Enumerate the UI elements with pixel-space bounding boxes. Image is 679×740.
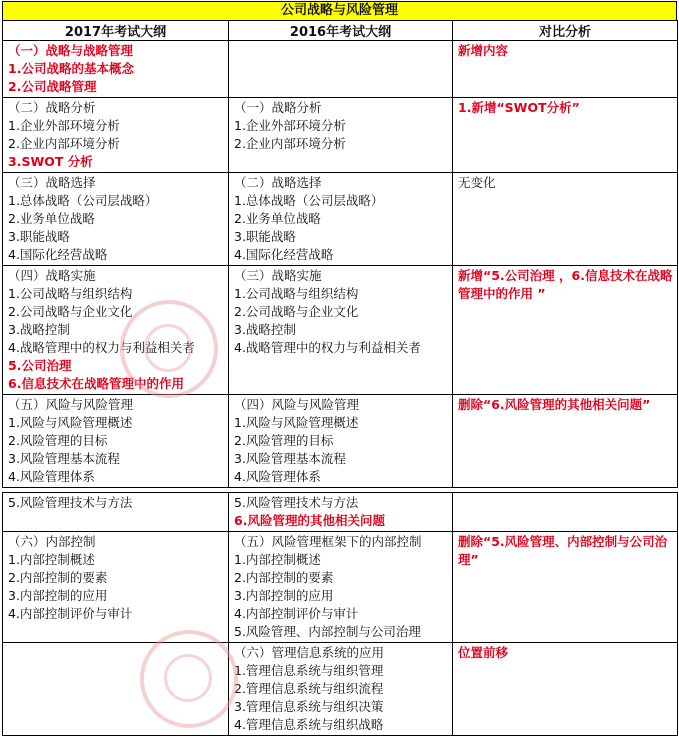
cell-line: 3.内部控制的应用 xyxy=(8,588,108,603)
table-row xyxy=(3,532,678,643)
cell-line: （二）战略分析 xyxy=(8,100,96,115)
table-row xyxy=(3,493,678,532)
cell-line: 2.业务单位战略 xyxy=(8,211,95,226)
table-body xyxy=(3,41,678,736)
cell-line: 4.战略管理中的权力与利益相关者 xyxy=(8,340,195,355)
col-analysis-cell xyxy=(453,395,678,488)
cell-line: 2.内部控制的要素 xyxy=(8,570,108,585)
cell-line: 2.公司战略管理 xyxy=(8,79,97,94)
col-2016-cell xyxy=(229,532,453,643)
cell-line: 4.风险管理体系 xyxy=(8,469,95,484)
col-2016-cell xyxy=(229,395,453,488)
cell-line: 无变化 xyxy=(458,175,496,190)
cell-line: （三）战略实施 xyxy=(234,268,322,283)
cell-line: 1.内部控制概述 xyxy=(8,552,95,567)
header-analysis: 对比分析 xyxy=(453,21,678,41)
cell-line: 1.总体战略（公司层战略） xyxy=(8,193,158,208)
cell-line: 3.战略控制 xyxy=(8,322,70,337)
cell-line: 3.战略控制 xyxy=(234,322,296,337)
cell-line: （二）战略选择 xyxy=(234,175,322,190)
col-2017-cell xyxy=(3,532,229,643)
cell-line: 1.管理信息系统与组织管理 xyxy=(234,663,384,678)
cell-line: 2.公司战略与企业文化 xyxy=(8,304,133,319)
cell-line: 3.职能战略 xyxy=(234,229,296,244)
col-2017-cell xyxy=(3,266,229,395)
header-2016: 2016年考试大纲 xyxy=(229,21,453,41)
cell-line: 4.国际化经营战略 xyxy=(8,247,108,262)
cell-line: 1.企业外部环境分析 xyxy=(234,118,346,133)
cell-line: （四）风险与风险管理 xyxy=(234,397,360,412)
table-row xyxy=(3,643,678,736)
cell-line: 1.总体战略（公司层战略） xyxy=(234,193,384,208)
col-2017-cell xyxy=(3,395,229,488)
col-analysis-cell xyxy=(453,643,678,736)
comparison-table xyxy=(2,20,678,736)
cell-line: 2.公司战略与企业文化 xyxy=(234,304,359,319)
cell-line: 4.管理信息系统与组织战略 xyxy=(234,717,384,732)
table-row xyxy=(3,98,678,173)
cell-line: 4.战略管理中的权力与利益相关者 xyxy=(234,340,421,355)
cell-line: 4.内部控制评价与审计 xyxy=(234,606,359,621)
cell-line: 1.内部控制概述 xyxy=(234,552,321,567)
header-row xyxy=(3,21,678,41)
table-row xyxy=(3,41,678,98)
cell-line: （五）风险与风险管理 xyxy=(8,397,134,412)
sheet-title: 公司战略与风险管理 xyxy=(2,1,677,20)
cell-line: 5.风险管理技术与方法 xyxy=(234,495,359,510)
cell-line: 1.新增“SWOT分析” xyxy=(458,100,580,115)
col-2016-cell xyxy=(229,98,453,173)
col-2017-cell xyxy=(3,41,229,98)
cell-line: 4.风险管理体系 xyxy=(234,469,321,484)
cell-line: 位置前移 xyxy=(458,645,509,660)
cell-line: 删除“5.风险管理、内部控制与公司治理” xyxy=(458,534,668,567)
cell-line: 删除“6.风险管理的其他相关问题” xyxy=(458,397,651,412)
cell-line: 3.风险管理基本流程 xyxy=(8,451,120,466)
cell-line: （五）风险管理框架下的内部控制 xyxy=(234,534,422,549)
cell-line: 2.内部控制的要素 xyxy=(234,570,334,585)
col-analysis-cell xyxy=(453,266,678,395)
cell-line: 新增“5.公司治理 ，6.信息技术在战略管理中的作用 ” xyxy=(458,268,673,301)
cell-line: 5.风险管理技术与方法 xyxy=(8,495,133,510)
cell-line: 3.内部控制的应用 xyxy=(234,588,334,603)
col-2016-cell xyxy=(229,266,453,395)
cell-line: （四）战略实施 xyxy=(8,268,96,283)
cell-line: 2.管理信息系统与组织流程 xyxy=(234,681,384,696)
cell-line: 6.风险管理的其他相关问题 xyxy=(234,513,385,528)
table-row xyxy=(3,266,678,395)
cell-line: 5.风险管理、内部控制与公司治理 xyxy=(234,624,421,639)
cell-line: 4.内部控制评价与审计 xyxy=(8,606,133,621)
syllabus-comparison-sheet xyxy=(2,1,677,736)
cell-line: 2.风险管理的目标 xyxy=(234,433,334,448)
col-analysis-cell xyxy=(453,532,678,643)
cell-line: 4.国际化经营战略 xyxy=(234,247,334,262)
cell-line: 1.公司战略的基本概念 xyxy=(8,61,134,76)
col-2017-cell xyxy=(3,173,229,266)
cell-line: 2.企业内部环境分析 xyxy=(8,136,120,151)
cell-line: 5.公司治理 xyxy=(8,358,72,373)
cell-line: （三）战略选择 xyxy=(8,175,96,190)
cell-line: 6.信息技术在战略管理中的作用 xyxy=(8,376,184,391)
cell-line: 2.风险管理的目标 xyxy=(8,433,108,448)
cell-line: 1.公司战略与组织结构 xyxy=(8,286,133,301)
header-2017: 2017年考试大纲 xyxy=(3,21,229,41)
cell-line: 1.企业外部环境分析 xyxy=(8,118,120,133)
col-2017-cell xyxy=(3,98,229,173)
col-2016-cell xyxy=(229,493,453,532)
col-2016-cell xyxy=(229,643,453,736)
cell-line: （一）战略分析 xyxy=(234,100,322,115)
cell-line: 2.业务单位战略 xyxy=(234,211,321,226)
table-row xyxy=(3,395,678,488)
cell-line: 3.职能战略 xyxy=(8,229,70,244)
cell-line: （六）管理信息系统的应用 xyxy=(234,645,385,660)
cell-line: 1.风险与风险管理概述 xyxy=(8,415,133,430)
col-2017-cell xyxy=(3,643,229,736)
cell-line: 3.管理信息系统与组织决策 xyxy=(234,699,384,714)
cell-line: 2.企业内部环境分析 xyxy=(234,136,346,151)
col-2017-cell xyxy=(3,493,229,532)
cell-line: 新增内容 xyxy=(458,43,509,58)
col-analysis-cell xyxy=(453,41,678,98)
cell-line: 1.公司战略与组织结构 xyxy=(234,286,359,301)
cell-line: 3.风险管理基本流程 xyxy=(234,451,346,466)
col-2016-cell xyxy=(229,173,453,266)
col-analysis-cell xyxy=(453,493,678,532)
cell-line: 3.SWOT 分析 xyxy=(8,154,93,169)
col-2016-cell xyxy=(229,41,453,98)
table-row xyxy=(3,173,678,266)
col-analysis-cell xyxy=(453,98,678,173)
cell-line: 1.风险与风险管理概述 xyxy=(234,415,359,430)
cell-line: （六）内部控制 xyxy=(8,534,96,549)
cell-line: （一）战略与战略管理 xyxy=(8,43,134,58)
col-analysis-cell xyxy=(453,173,678,266)
